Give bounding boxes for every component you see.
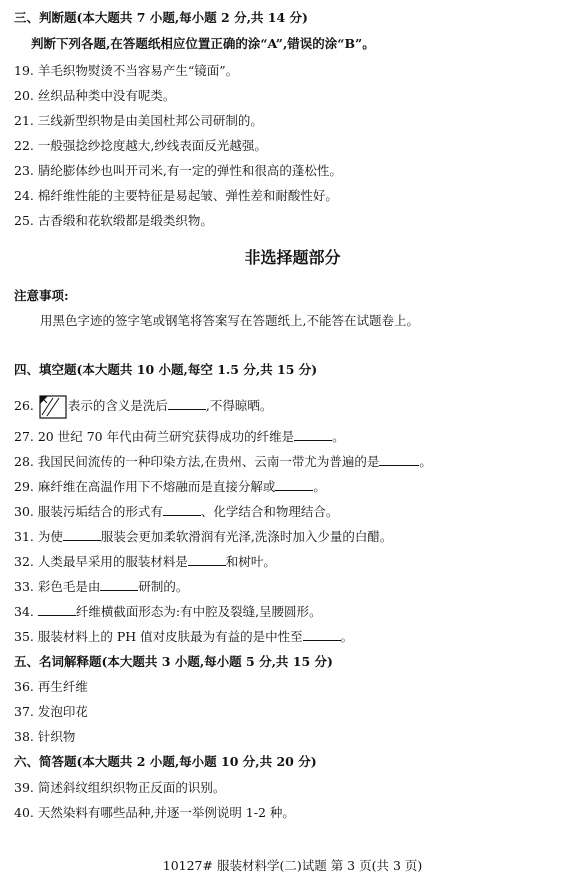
section3-heading: 三、判断题(本大题共 7 小题,每小题 2 分,共 14 分) — [14, 10, 308, 25]
question-36: 36. 再生纤维 — [14, 679, 88, 694]
question-34-after: 纤维横截面形态为:有中腔及裂缝,呈腰圆形。 — [75, 604, 322, 619]
question-31-after: 服装会更加柔软滑润有光泽,洗涤时加入少量的白醋。 — [100, 529, 393, 544]
question-28-text: 28. 我国民间流传的一种印染方法,在贵州、云南一带尤为普遍的是 — [14, 454, 380, 469]
question-33-text: 33. 彩色毛是由 — [14, 579, 101, 594]
notice-heading: 注意事项: — [14, 288, 69, 303]
question-40: 40. 天然染料有哪些品种,并逐一举例说明 1-2 种。 — [14, 805, 295, 820]
answer-blank — [100, 578, 138, 591]
section4-heading: 四、填空题(本大题共 10 小题,每空 1.5 分,共 15 分) — [14, 362, 318, 377]
question-25: 25. 古香缎和花软缎都是缎类织物。 — [14, 213, 213, 228]
answer-blank — [188, 553, 226, 566]
question-26-after: ,不得晾晒。 — [205, 398, 273, 413]
answer-blank — [275, 478, 313, 491]
answer-blank — [294, 428, 332, 441]
question-29-after: 。 — [313, 479, 326, 494]
question-28-after: 。 — [419, 454, 432, 469]
answer-blank — [163, 503, 201, 516]
question-22: 22. 一般强捻纱捻度越大,纱线表面反光越强。 — [14, 138, 267, 153]
question-26-text: 表示的含义是洗后 — [67, 398, 168, 413]
question-27 — [14, 428, 345, 445]
question-34 — [14, 603, 322, 620]
question-35-text: 35. 服装材料上的 PH 值对皮肤最为有益的是中性至 — [14, 629, 303, 644]
question-26-number: 26. — [14, 398, 34, 413]
question-31 — [14, 528, 392, 545]
question-33 — [14, 578, 188, 595]
question-30-text: 30. 服装污垢结合的形式有 — [14, 504, 163, 519]
section5-heading: 五、名词解释题(本大题共 3 小题,每小题 5 分,共 15 分) — [14, 654, 333, 669]
question-35 — [14, 628, 353, 645]
answer-blank — [303, 628, 341, 641]
question-37: 37. 发泡印花 — [14, 704, 88, 719]
question-38: 38. 针织物 — [14, 729, 76, 744]
question-27-text: 27. 20 世纪 70 年代由荷兰研究获得成功的纤维是 — [14, 429, 295, 444]
question-39: 39. 简述斜纹组织织物正反面的识别。 — [14, 780, 226, 795]
question-29 — [14, 478, 326, 495]
question-21: 21. 三线新型织物是由美国杜邦公司研制的。 — [14, 113, 263, 128]
question-34-text: 34. — [14, 604, 38, 619]
section6-heading: 六、简答题(本大题共 2 小题,每小题 10 分,共 20 分) — [14, 754, 317, 769]
page-footer: 10127# 服装材料学(二)试题 第 3 页(共 3 页) — [162, 858, 423, 873]
question-33-after: 研制的。 — [138, 579, 189, 594]
question-28 — [14, 453, 432, 470]
question-32-after: 和树叶。 — [225, 554, 276, 569]
part-title: 非选择题部分 — [244, 248, 341, 267]
question-30-after: 、化学结合和物理结合。 — [200, 504, 339, 519]
shade-drying-care-symbol-icon — [39, 395, 67, 419]
answer-blank — [379, 453, 419, 466]
question-23: 23. 腈纶膨体纱也叫开司米,有一定的弹性和很高的蓬松性。 — [14, 163, 342, 178]
answer-blank — [168, 397, 206, 410]
question-27-after: 。 — [332, 429, 345, 444]
section3-instruction: 判断下列各题,在答题纸相应位置正确的涂“A”,错误的涂“B”。 — [31, 36, 375, 51]
question-29-text: 29. 麻纤维在高温作用下不熔融而是直接分解或 — [14, 479, 276, 494]
question-32 — [14, 553, 276, 570]
notice-text: 用黑色字迹的签字笔或钢笔将答案写在答题纸上,不能答在试题卷上。 — [40, 313, 419, 328]
question-24: 24. 棉纤维性能的主要特征是易起皱、弹性差和耐酸性好。 — [14, 188, 338, 203]
question-31-text: 31. 为使 — [14, 529, 63, 544]
answer-blank — [63, 528, 101, 541]
question-30 — [14, 503, 338, 520]
answer-blank — [38, 603, 76, 616]
question-32-text: 32. 人类最早采用的服装材料是 — [14, 554, 188, 569]
question-19: 19. 羊毛织物熨烫不当容易产生“镜面”。 — [14, 63, 239, 78]
question-35-after: 。 — [340, 629, 354, 644]
question-20: 20. 丝织品种类中没有呢类。 — [14, 88, 176, 103]
question-26 — [14, 395, 272, 419]
